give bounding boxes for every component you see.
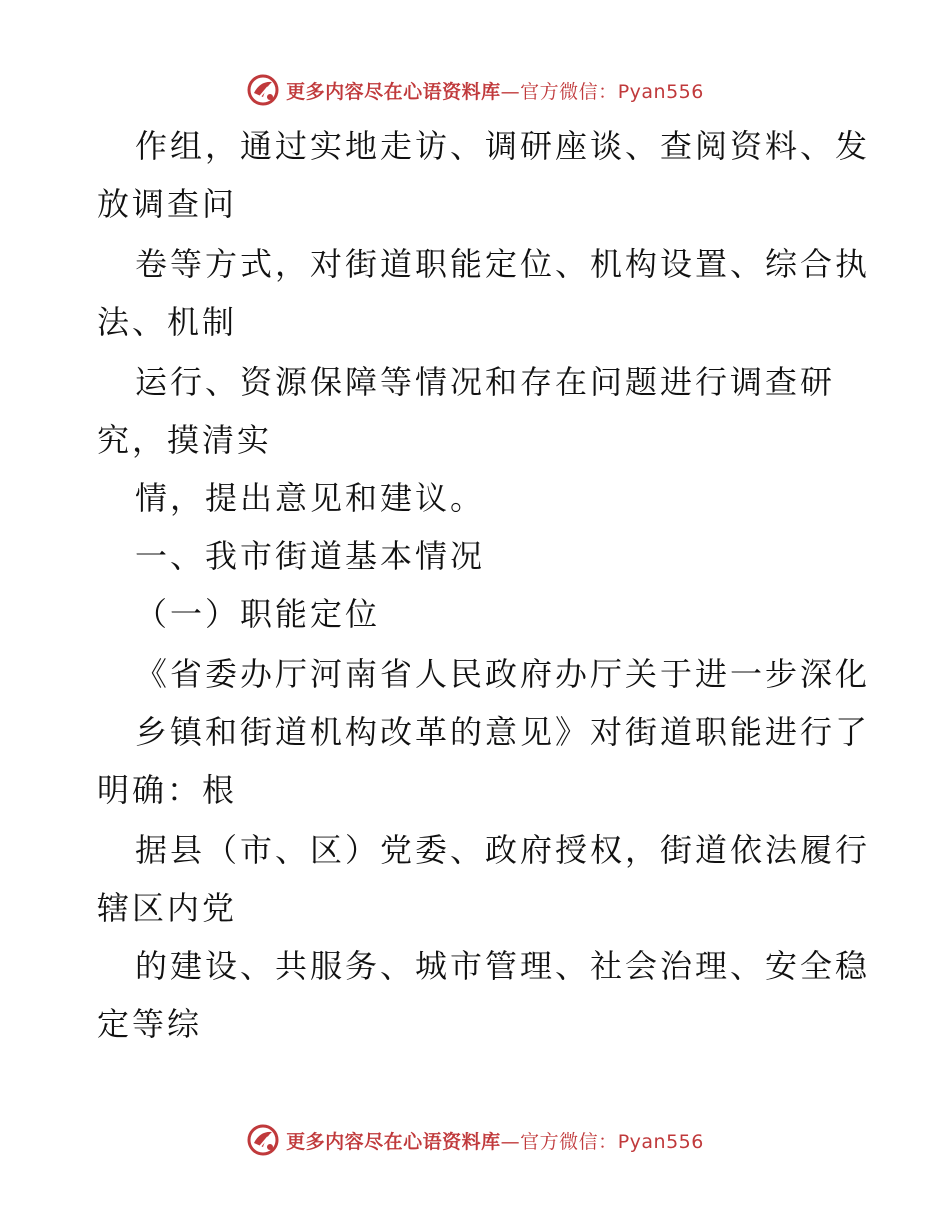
text-line: 法、机制	[97, 303, 238, 341]
brand-logo-icon	[246, 73, 280, 107]
text-line: 定等综	[97, 1005, 203, 1043]
text-line: 放调查问	[97, 185, 238, 223]
subsection-heading: （一）职能定位	[135, 595, 381, 633]
text-line: 《省委办厅河南省人民政府办厅关于进一步深化	[135, 655, 871, 693]
banner-dash: —	[500, 80, 521, 103]
text-line: 作组，通过实地走访、调研座谈、查阅资料、发	[135, 127, 871, 165]
text-line: 据县（市、区）党委、政府授权，街道依法履行	[135, 831, 871, 869]
text-line: 乡镇和街道机构改革的意见》对街道职能进行了	[135, 713, 871, 751]
text-line: 明确：根	[97, 771, 238, 809]
footer-banner	[0, 1120, 950, 1160]
text-line: 运行、资源保障等情况和存在问题进行调查研	[135, 363, 836, 401]
banner-dash: —	[500, 1130, 521, 1153]
text-line: 辖区内党	[97, 889, 238, 927]
banner-wechat-label: 官方微信：	[520, 80, 618, 103]
text-line: 究，摸清实	[97, 421, 273, 459]
banner-wechat-label: 官方微信：	[520, 1130, 618, 1153]
text-line: 卷等方式，对街道职能定位、机构设置、综合执	[135, 245, 871, 283]
brand-logo-icon	[246, 1123, 280, 1157]
banner-title: 更多内容尽在心语资料库	[286, 80, 501, 103]
banner-title: 更多内容尽在心语资料库	[286, 1130, 501, 1153]
section-heading: 一、我市街道基本情况	[135, 537, 486, 575]
text-line: 情，提出意见和建议。	[135, 479, 486, 517]
text-line: 的建设、共服务、城市管理、社会治理、安全稳	[135, 947, 871, 985]
header-banner	[0, 70, 950, 110]
banner-wechat-id: Pyan556	[617, 80, 704, 103]
banner-wechat-id: Pyan556	[617, 1130, 704, 1153]
